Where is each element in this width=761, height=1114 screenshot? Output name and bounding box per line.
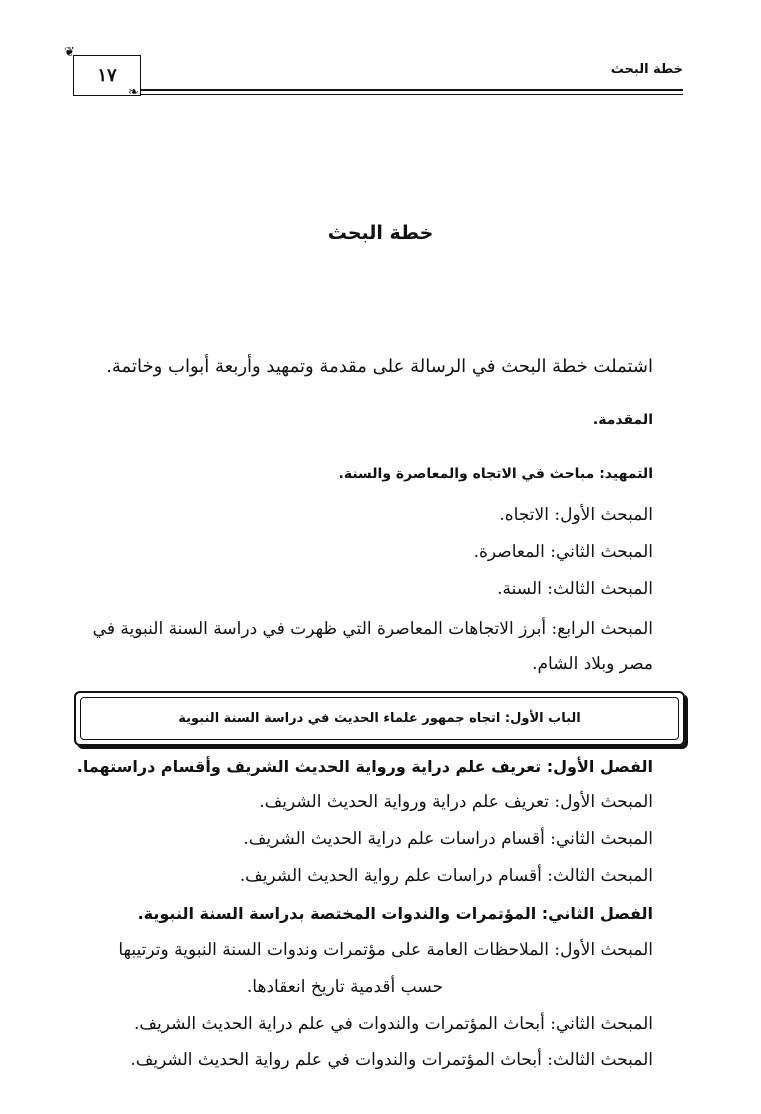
bab-title-box-inner xyxy=(80,697,679,740)
fasl-item: المبحث الأول: الملاحظات العامة على مؤتمرات وندوات السنة النبوية وترتيبها xyxy=(118,940,653,960)
page-heading: خطة البحث xyxy=(327,222,434,244)
fasl-item: المبحث الأول: تعريف علم دراية ورواية الحديث الشريف. xyxy=(259,792,653,812)
bab-title-box xyxy=(74,691,685,746)
fasl-item: المبحث الثالث: أبحاث المؤتمرات والندوات في علم رواية الحديث الشريف. xyxy=(130,1050,653,1070)
tamhid-item-continuation: مصر وبلاد الشام. xyxy=(532,654,653,674)
tamhid-item: المبحث الرابع: أبرز الاتجاهات المعاصرة التي ظهرت في دراسة السنة النبوية في xyxy=(92,619,653,639)
fasl-heading: الفصل الأول: تعريف علم دراية ورواية الحديث الشريف وأقسام دراستهما. xyxy=(76,757,653,776)
muqaddima-heading: المقدمة. xyxy=(592,412,653,428)
tamhid-item: المبحث الثاني: المعاصرة. xyxy=(473,542,653,562)
fasl-item: المبحث الثالث: أقسام دراسات علم رواية الحديث الشريف. xyxy=(239,866,653,886)
tamhid-heading: التمهيد: مباحث في الاتجاه والمعاصرة والسنة. xyxy=(338,466,653,482)
fasl-item-continuation: حسب أقدمية تاريخ انعقادها. xyxy=(246,977,443,997)
header-rule-thin xyxy=(140,94,683,95)
fasl-item: المبحث الثاني: أبحاث المؤتمرات والندوات في علم دراية الحديث الشريف. xyxy=(133,1014,653,1034)
intro-paragraph: اشتملت خطة البحث في الرسالة على مقدمة وتمهيد وأربعة أبواب وخاتمة. xyxy=(106,356,653,377)
tamhid-item: المبحث الثالث: السنة. xyxy=(497,579,653,599)
header-rule-thick xyxy=(140,89,683,91)
page-number: ١٧ xyxy=(97,65,117,86)
fasl-item: المبحث الثاني: أقسام دراسات علم دراية الحديث الشريف. xyxy=(243,829,653,849)
tamhid-item: المبحث الأول: الاتجاه. xyxy=(499,505,653,525)
flourish-ornament-icon: ❦ xyxy=(64,45,75,60)
flourish-ornament-icon: ❧ xyxy=(128,85,139,100)
running-header-title: خطة البحث xyxy=(610,62,683,77)
fasl-heading: الفصل الثاني: المؤتمرات والندوات المختصة بدراسة السنة النبوية. xyxy=(137,904,653,923)
bab-title: الباب الأول: اتجاه جمهور علماء الحديث في دراسة السنة النبوية xyxy=(178,711,581,726)
